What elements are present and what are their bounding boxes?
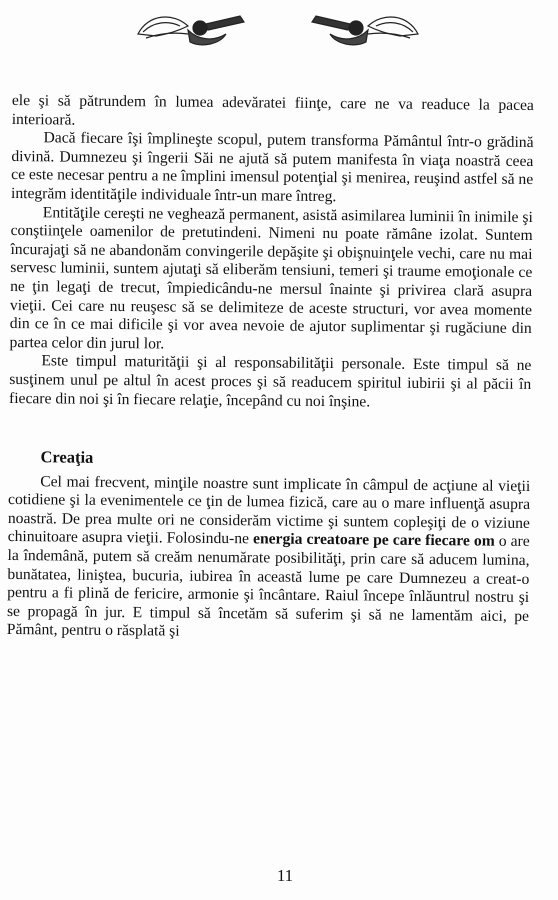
paragraph-creation	[7, 473, 531, 645]
paragraph-divine-garden: Dacă fiecare îşi împlineşte scopul, putem transforma Pământul într-o grădină divină. Dumnezeu şi îngerii Săi ne ajută să putem manifesta în viaţa noastră ceea ce este necesar pentru a ne împlini imensul potenţial şi menirea, reuşind astfel să ne integrăm identităţile individuale într-un mare întreg.	[10, 129, 534, 206]
left-cherub-icon	[138, 16, 244, 45]
paragraph-creation-bold: energia creatoare pe care fiecare om	[252, 530, 495, 551]
page-number: 11	[276, 866, 294, 885]
paragraph-creation-start: Cel mai frecvent, minţile noastre sunt implicate în câmpul de acţiune al vieţii cotidiene şi la evenimentele ce ţin de lumea fizică, care au o mare influenţă asupra noastră. De prea multe ori ne considerăm victime şi suntem copleşiţi de o viziune chinuitoare asupra vieţii. Folosindu-ne	[7, 472, 531, 548]
paragraph-continuation: ele şi să pătrundem în lumea adevăratei fiinţe, care ne va readuce la pacea interioară.	[11, 92, 534, 129]
section-heading: Creaţia	[40, 447, 94, 467]
paragraph-creation-end: o are la îndemână, putem să creăm nenumărate posibilităţi, prin care să aducem lumina, bunătatea, liniştea, bucuria, iubirea în această lume pe care Dumnezeu a creat-o pentru a fi plină de fericire, armonie şi încântare. Raiul începe înlăuntrul nostru şi se propagă în jur. E timpul să încetăm să suferim şi să ne lamentăm aici, pe Pământ, pentru o răsplată şi	[6, 533, 530, 641]
paragraph-maturity: Este timpul maturităţii şi al responsabilităţii personale. Este timpul să ne susţinem unul pe altul în acest proces şi să readucem spiritul iubirii şi al păcii în fiecare din noi şi în fiecare relaţie, începând cu noi înşine.	[8, 352, 532, 410]
right-cherub-icon	[312, 16, 418, 45]
body-text	[7, 92, 534, 645]
paragraph-heavenly-entities: Entităţile cereşti ne veghează permanent, asistă asimilarea luminii în inimile şi conştiinţele oamenilor de pretutindeni. Nimeni nu poate rămâne izolat. Suntem încurajaţi să ne abandonăm convingerile depăşite şi obişnuinţele vechi, care nu mai servesc luminii, suntem ajutaţi să eliberăm tensiuni, temeri şi traume emoţionale ce ne ţin legaţi de trecut, împiedicându-ne mersul înainte şi privirea clară asupra vieţii. Cei care nu reuşesc să se delimiteze de aceste structuri, vor avea momente din ce în ce mai dificile şi vor avea nevoie de ajutor suplimentar şi rugăciune din partea celor din jurul lor.	[9, 203, 533, 353]
cherub-ornament	[128, 4, 428, 54]
